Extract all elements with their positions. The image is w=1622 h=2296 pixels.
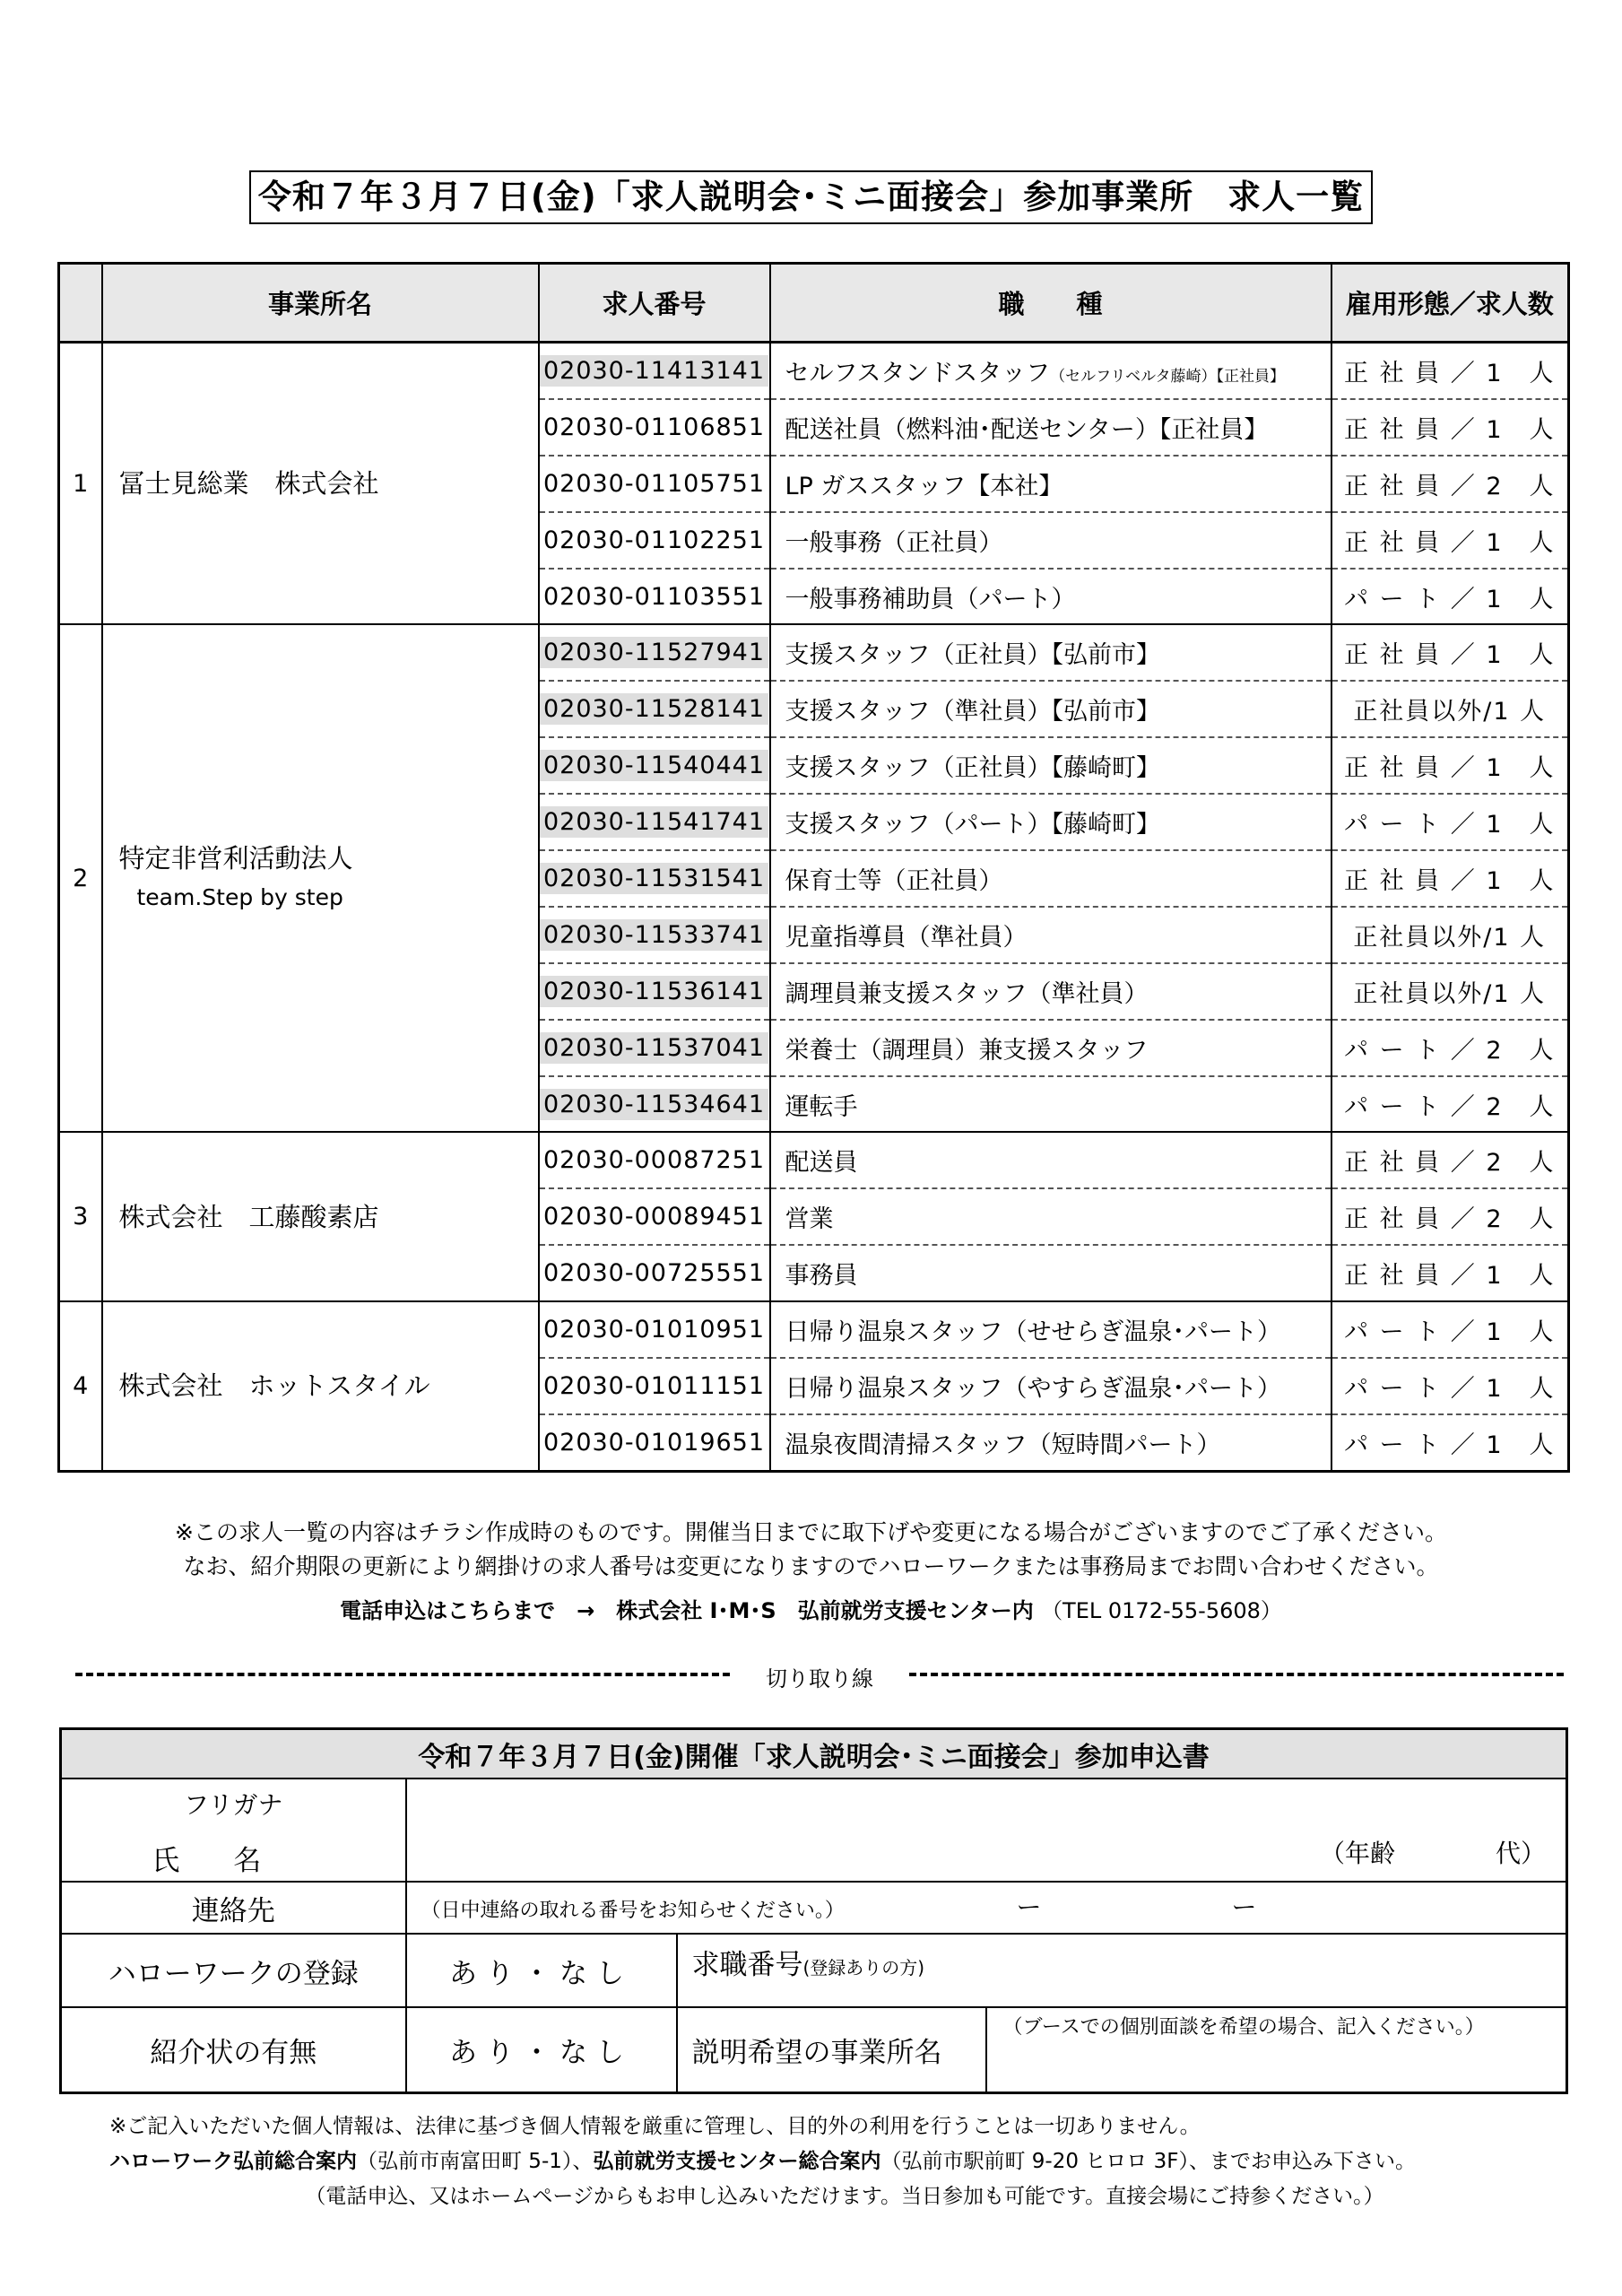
company-no: 4: [59, 1301, 102, 1471]
job-number-highlighted: 02030-11533741: [540, 919, 768, 951]
employment-type: パ ー ト ／ 2 人: [1331, 1020, 1569, 1076]
employment-type: 正 社 員 ／ 2 人: [1331, 1132, 1569, 1188]
job-number: [539, 1076, 770, 1133]
center-name: 弘前就労支援センター総合案内: [593, 2150, 881, 2173]
contact-input-cell[interactable]: [406, 1882, 1567, 1934]
job-title: LP ガススタッフ【本社】: [770, 456, 1331, 512]
job-number-highlighted: 02030-11413141: [540, 355, 768, 387]
job-number: [539, 794, 770, 850]
employment-type: パ ー ト ／ 1 人: [1331, 1358, 1569, 1414]
job-number: 02030-01102251: [539, 512, 770, 569]
company-name-line2: team.Step by step: [136, 884, 343, 911]
header-no: [59, 264, 102, 343]
phone-number: （TEL 0172-55-5608）: [1041, 1598, 1282, 1623]
contact-note: （日中連絡の取れる番号をお知らせください。）: [421, 1900, 845, 1922]
hellowork-name: ハローワーク弘前総合案内: [109, 2150, 357, 2173]
employment-type: 正 社 員 ／ 1 人: [1331, 512, 1569, 569]
phone-info: [0, 1593, 1622, 1624]
company-request-input[interactable]: [986, 2007, 1567, 2092]
name-input-cell[interactable]: [406, 1779, 1567, 1882]
note-line-1: ※この求人一覧の内容はチラシ作成時のものです。開催当日までに取下げや変更になる場合がございますのでご了承ください。: [175, 1519, 1447, 1545]
employment-type: 正社員以外/1 人: [1331, 963, 1569, 1020]
job-listing-table: [57, 262, 1570, 1473]
job-number-highlighted: 02030-11528141: [540, 693, 768, 725]
hellowork-ari-nashi[interactable]: あり・なし: [406, 1934, 677, 2007]
employment-type: パ ー ト ／ 1 人: [1331, 569, 1569, 625]
phone-dash-2: ー: [1231, 1892, 1257, 1922]
job-seeker-number-note: (登録ありの方): [802, 1957, 925, 1979]
job-number-highlighted: 02030-11534641: [540, 1089, 768, 1120]
company-no: 3: [59, 1132, 102, 1301]
notes: [0, 1516, 1622, 1584]
employment-type: パ ー ト ／ 1 人: [1331, 1301, 1569, 1358]
cut-line: [75, 1661, 1564, 1692]
job-number-highlighted: 02030-11541741: [540, 806, 768, 838]
hellowork-label: ハローワークの登録: [61, 1934, 406, 2007]
table-row: [59, 1132, 1569, 1188]
cut-dash-left: [75, 1673, 730, 1676]
cut-line-label: 切り取り線: [766, 1666, 873, 1692]
job-title: 配送員: [770, 1132, 1331, 1188]
job-number: 02030-01105751: [539, 456, 770, 512]
header-job-number: 求人番号: [539, 264, 770, 343]
employment-type: パ ー ト ／ 1 人: [1331, 1414, 1569, 1471]
employment-type: 正 社 員 ／ 1 人: [1331, 624, 1569, 681]
job-number: [539, 681, 770, 737]
job-number: 02030-00089451: [539, 1188, 770, 1245]
job-title: 支援スタッフ（パート）【藤崎町】: [770, 794, 1331, 850]
job-seeker-number-cell[interactable]: [677, 1934, 1567, 2007]
footer: [109, 2109, 1580, 2214]
job-title: 調理員兼支援スタッフ（準社員）: [770, 963, 1331, 1020]
name-label-cell: [61, 1779, 406, 1882]
footer-contact: [109, 2144, 1580, 2179]
job-title-text: セルフスタンドスタッフ: [785, 359, 1051, 387]
employment-type: 正 社 員 ／ 2 人: [1331, 1188, 1569, 1245]
company-name: 株式会社 ホットスタイル: [102, 1301, 539, 1471]
job-number-highlighted: 02030-11531541: [540, 863, 768, 894]
note-line-2: なお、紹介期限の更新により網掛けの求人番号は変更になりますのでハローワークまたは事務局までお問い合わせください。: [183, 1553, 1439, 1579]
header-company: 事業所名: [102, 264, 539, 343]
form-title: 令和７年３月７日(金)開催「求人説明会･ミニ面接会」参加申込書: [61, 1729, 1567, 1779]
job-number: [539, 624, 770, 681]
job-title: 運転手: [770, 1076, 1331, 1133]
job-title: 一般事務補助員（パート）: [770, 569, 1331, 625]
job-number-highlighted: 02030-11540441: [540, 750, 768, 781]
center-address: （弘前市駅前町 9-20 ヒロロ 3F）、までお申込み下さい。: [880, 2150, 1416, 2173]
job-title: 温泉夜間清掃スタッフ（短時間パート）: [770, 1414, 1331, 1471]
company-name-line1: 特定非営利活動法人: [118, 843, 353, 874]
job-title: 保育士等（正社員）: [770, 850, 1331, 907]
name-label: 氏名: [152, 1845, 316, 1877]
header-employment: 雇用形態／求人数: [1331, 264, 1569, 343]
employment-type: 正 社 員 ／ 1 人: [1331, 1245, 1569, 1301]
job-title: 栄養士（調理員）兼支援スタッフ: [770, 1020, 1331, 1076]
furigana-label: フリガナ: [183, 1790, 283, 1820]
page-title: 令和７年３月７日(金)「求人説明会･ミニ面接会」参加事業所 求人一覧: [249, 170, 1373, 224]
company-name: 株式会社 工藤酸素店: [102, 1132, 539, 1301]
job-number: 02030-01019651: [539, 1414, 770, 1471]
company-name: [102, 624, 539, 1132]
job-number: 02030-01011151: [539, 1358, 770, 1414]
employment-type: 正 社 員 ／ 1 人: [1331, 850, 1569, 907]
hellowork-address: （弘前市南富田町 5-1）、: [357, 2150, 594, 2173]
job-title: 支援スタッフ（準社員）【弘前市】: [770, 681, 1331, 737]
job-number: 02030-00725551: [539, 1245, 770, 1301]
title-wrap: [0, 170, 1622, 224]
job-number: [539, 850, 770, 907]
employment-type: 正 社 員 ／ 1 人: [1331, 343, 1569, 399]
job-title: 事務員: [770, 1245, 1331, 1301]
employment-type: パ ー ト ／ 1 人: [1331, 794, 1569, 850]
job-title: 配送社員（燃料油･配送センター）【正社員】: [770, 399, 1331, 456]
table-header-row: [59, 264, 1569, 343]
employment-type: パ ー ト ／ 2 人: [1331, 1076, 1569, 1133]
employment-type: 正社員以外/1 人: [1331, 907, 1569, 963]
cut-dash-right: [909, 1673, 1564, 1676]
job-number: [539, 1020, 770, 1076]
company-name: 冨士見総業 株式会社: [102, 343, 539, 625]
job-number-highlighted: 02030-11537041: [540, 1032, 768, 1064]
job-title: 支援スタッフ（正社員）【藤崎町】: [770, 737, 1331, 794]
job-title: 児童指導員（準社員）: [770, 907, 1331, 963]
header-job-title: 職 種: [770, 264, 1331, 343]
company-no: 1: [59, 343, 102, 625]
job-number: 02030-01010951: [539, 1301, 770, 1358]
phone-label: 電話申込はこちらまで → 株式会社 I･M･S 弘前就労支援センター内: [340, 1598, 1034, 1623]
job-number: [539, 907, 770, 963]
employment-type: 正 社 員 ／ 2 人: [1331, 456, 1569, 512]
job-seeker-number-label: 求職番号: [691, 1949, 803, 1981]
job-number: 02030-01106851: [539, 399, 770, 456]
job-title: 一般事務（正社員）: [770, 512, 1331, 569]
footer-note: （電話申込、又はホームページからもお申し込みいただけます。当日参加も可能です。直接会場にご持参ください。）: [305, 2185, 1384, 2208]
employment-type: 正 社 員 ／ 1 人: [1331, 737, 1569, 794]
job-title: 支援スタッフ（正社員）【弘前市】: [770, 624, 1331, 681]
job-number: [539, 343, 770, 399]
job-number: 02030-01103551: [539, 569, 770, 625]
application-form: [59, 1727, 1568, 2094]
employment-type: 正 社 員 ／ 1 人: [1331, 399, 1569, 456]
job-number: [539, 737, 770, 794]
job-number-highlighted: 02030-11527941: [540, 637, 768, 668]
job-number-highlighted: 02030-11536141: [540, 976, 768, 1007]
job-title: 営業: [770, 1188, 1331, 1245]
job-number: 02030-00087251: [539, 1132, 770, 1188]
employment-type: 正社員以外/1 人: [1331, 681, 1569, 737]
phone-dash-1: ー: [1016, 1892, 1042, 1922]
age-field: （年齢 代）: [1320, 1839, 1547, 1868]
company-request-label: 説明希望の事業所名: [677, 2007, 986, 2092]
referral-ari-nashi[interactable]: あり・なし: [406, 2007, 677, 2092]
job-title-small: （セルフリベルタ藤崎）【正社員】: [1050, 367, 1285, 386]
company-no: 2: [59, 624, 102, 1132]
job-title: [770, 343, 1331, 399]
job-title: 日帰り温泉スタッフ（せせらぎ温泉･パート）: [770, 1301, 1331, 1358]
table-row: [59, 624, 1569, 681]
table-row: [59, 1301, 1569, 1358]
referral-label: 紹介状の有無: [61, 2007, 406, 2092]
job-number: [539, 963, 770, 1020]
booth-note: （ブースでの個別面談を希望の場合、記入ください。）: [1002, 2016, 1485, 2039]
job-title: 日帰り温泉スタッフ（やすらぎ温泉･パート）: [770, 1358, 1331, 1414]
contact-label: 連絡先: [61, 1882, 406, 1934]
footer-privacy: ※ご記入いただいた個人情報は、法律に基づき個人情報を厳重に管理し、目的外の利用を行うことは一切ありません。: [109, 2115, 1201, 2138]
table-row: [59, 343, 1569, 399]
